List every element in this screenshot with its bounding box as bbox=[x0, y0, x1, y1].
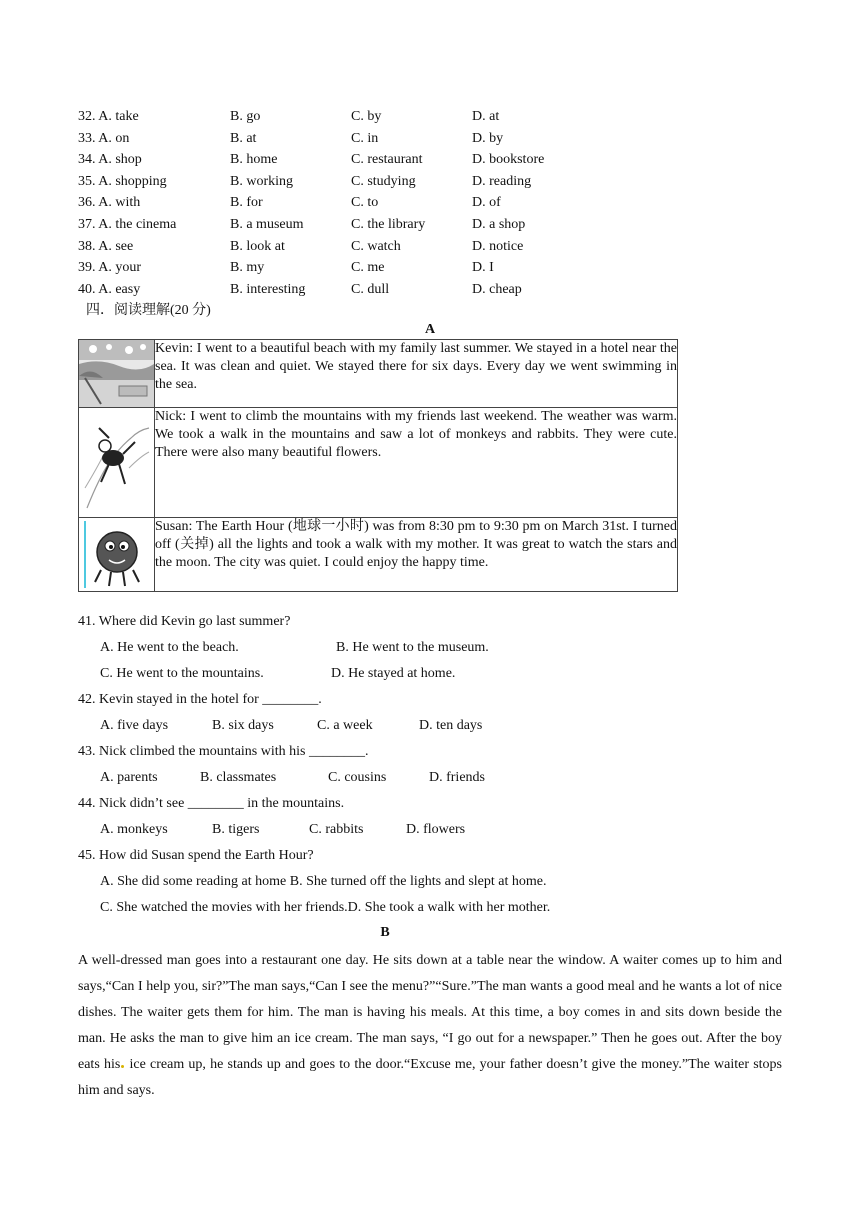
cloze-option: C. studying bbox=[351, 173, 416, 189]
cloze-option: C. watch bbox=[351, 238, 401, 254]
cloze-option: 39. A. your bbox=[78, 260, 141, 276]
passage-b-text bbox=[78, 948, 782, 1104]
cloze-option: 38. A. see bbox=[78, 238, 134, 254]
cloze-option: C. the library bbox=[351, 216, 426, 232]
cloze-option: D. I bbox=[472, 260, 494, 276]
answer-option: A. parents bbox=[100, 770, 158, 785]
cloze-option: C. in bbox=[351, 130, 379, 146]
cloze-row bbox=[78, 217, 698, 239]
cloze-option: B. working bbox=[230, 173, 293, 189]
cloze-row bbox=[78, 282, 698, 304]
answer-option: D. friends bbox=[429, 770, 485, 785]
answer-option: C. He went to the mountains. bbox=[100, 666, 264, 681]
earth-illustration bbox=[79, 518, 155, 592]
cloze-row bbox=[78, 131, 698, 153]
answer-option: A. He went to the beach. bbox=[100, 640, 239, 655]
question-stem: 42. Kevin stayed in the hotel for ________. bbox=[78, 692, 322, 707]
passage-a-table bbox=[78, 339, 678, 592]
cloze-option: C. me bbox=[351, 260, 385, 276]
cloze-option: D. reading bbox=[472, 173, 532, 189]
cloze-option: C. dull bbox=[351, 281, 390, 297]
answer-option: B. six days bbox=[212, 718, 274, 733]
cloze-option: C. to bbox=[351, 195, 379, 211]
cloze-row bbox=[78, 174, 698, 196]
cloze-option: 34. A. shop bbox=[78, 152, 142, 168]
cloze-option: D. of bbox=[472, 195, 501, 211]
answer-option: C. a week bbox=[317, 718, 373, 733]
passage-a-row bbox=[79, 518, 678, 592]
answer-option: B. classmates bbox=[200, 770, 277, 785]
cloze-option: B. home bbox=[230, 152, 278, 168]
question-stem: 41. Where did Kevin go last summer? bbox=[78, 614, 291, 629]
cloze-option: D. at bbox=[472, 109, 500, 124]
passage-a-title: A bbox=[424, 322, 436, 337]
answer-option: B. He went to the museum. bbox=[336, 640, 489, 655]
section-heading: 四．阅读理解(20 分) bbox=[86, 303, 211, 318]
answer-option: D. flowers bbox=[406, 822, 466, 837]
cloze-option: C. restaurant bbox=[351, 152, 423, 168]
answer-option: B. tigers bbox=[212, 822, 260, 837]
cloze-option: C. by bbox=[351, 109, 382, 124]
susan-entry: Susan: The Earth Hour (地球一小时) was from 8:30 pm to 9:30 pm on March 31st. I turned off (关掉) all the lights and took a walk with my mother. It was great to watch the stars and the moon. The city was quiet. I could enjoy the happy time. bbox=[155, 518, 678, 592]
cloze-option: D. cheap bbox=[472, 281, 522, 297]
cloze-option: B. look at bbox=[230, 238, 285, 254]
cloze-option: 32. A. take bbox=[78, 109, 139, 124]
answer-option: A. monkeys bbox=[100, 822, 168, 837]
answer-option: A. She did some reading at home B. She turned off the lights and slept at home. bbox=[100, 874, 547, 889]
answer-option: A. five days bbox=[100, 718, 169, 733]
cloze-option: 36. A. with bbox=[78, 195, 141, 211]
beach-illustration bbox=[79, 340, 155, 408]
cloze-option: 33. A. on bbox=[78, 130, 130, 146]
cloze-option: D. bookstore bbox=[472, 152, 545, 168]
cloze-option: B. at bbox=[230, 130, 257, 146]
cloze-row bbox=[78, 109, 698, 131]
cloze-option: 37. A. the cinema bbox=[78, 216, 177, 232]
cloze-option: 40. A. easy bbox=[78, 281, 141, 297]
answer-option: D. He stayed at home. bbox=[331, 666, 456, 681]
cloze-option: D. a shop bbox=[472, 216, 526, 232]
climber-illustration bbox=[79, 408, 155, 518]
cloze-option: B. go bbox=[230, 109, 261, 124]
question-stem: 45. How did Susan spend the Earth Hour? bbox=[78, 848, 314, 863]
passage-b-part: A well-dressed man goes into a restaurant one day. He sits down at a table near the window. A waiter comes up to him and says,“Can I help you, sir?”The man says,“Can I see the menu?”“Sure.”The man wants a good meal and he wants a lot of nice dishes. The waiter gets them for him. The man is having his meals. At this time, a boy comes in and sits down beside the man. He asks the man to give him an ice cream. The man says, “I go out for a newspaper.” Then he goes out. After the boy eats his bbox=[78, 953, 782, 1072]
kevin-entry: Kevin: I went to a beautiful beach with my family last summer. We stayed in a hotel near the sea. It was clean and quiet. We stayed there for six days. Every day we went swimming in the sea. bbox=[155, 340, 678, 408]
question-stem: 43. Nick climbed the mountains with his ________. bbox=[78, 744, 369, 759]
cloze-option: D. notice bbox=[472, 238, 524, 254]
cloze-row bbox=[78, 152, 698, 174]
cloze-option: B. my bbox=[230, 260, 265, 276]
ink-dot bbox=[121, 1065, 124, 1068]
cloze-option: B. interesting bbox=[230, 281, 306, 297]
passage-a-row bbox=[79, 408, 678, 518]
answer-option: C. She watched the movies with her friends.D. She took a walk with her mother. bbox=[100, 900, 551, 915]
nick-entry: Nick: I went to climb the mountains with my friends last weekend. The weather was warm. We took a walk in the mountains and saw a lot of monkeys and rabbits. They were cute. There were also many beautiful flowers. bbox=[155, 408, 678, 518]
answer-option: C. rabbits bbox=[309, 822, 364, 837]
passage-a-row bbox=[79, 340, 678, 408]
question-stem: 44. Nick didn’t see ________ in the mountains. bbox=[78, 796, 345, 811]
cloze-option: D. by bbox=[472, 130, 504, 146]
cloze-option: 35. A. shopping bbox=[78, 173, 167, 189]
answer-option: C. cousins bbox=[328, 770, 387, 785]
cloze-row bbox=[78, 239, 698, 261]
cloze-options bbox=[78, 109, 698, 303]
cloze-option: B. a museum bbox=[230, 216, 304, 232]
answer-option: D. ten days bbox=[419, 718, 483, 733]
cloze-row bbox=[78, 260, 698, 282]
passage-b-title: B bbox=[380, 925, 390, 940]
passage-b-part: ice cream up, he stands up and goes to the door.“Excuse me, your father doesn’t give the money.”The waiter stops him and says. bbox=[78, 1057, 782, 1098]
cloze-row bbox=[78, 195, 698, 217]
cloze-option: B. for bbox=[230, 195, 263, 211]
